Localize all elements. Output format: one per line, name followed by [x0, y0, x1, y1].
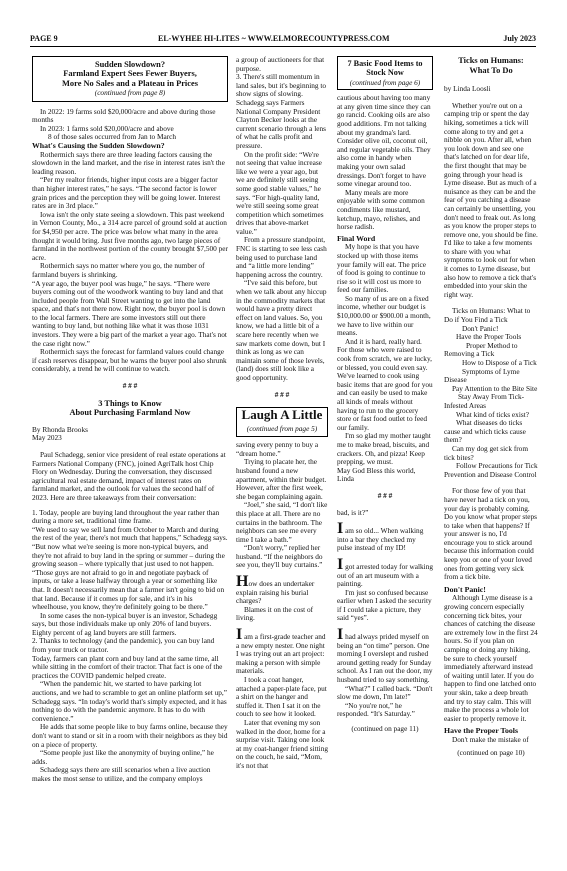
toc-item: Follow Precautions for Tick Prevention and Disease Control — [444, 461, 538, 479]
paragraph: Schadegg says there are still scenarios when a live auction makes the most sense to utilize, and the company employs — [32, 765, 211, 783]
paragraph: a group of auctioneers for that purpose. — [236, 56, 325, 73]
toc-item: What kind of ticks exist? — [456, 409, 529, 419]
toc-item: Pay Attention to the Bite Site — [452, 383, 538, 393]
continued-note: (continued on page 11) — [351, 724, 419, 733]
article-subtitle-2: More No Sales and a Plateau in Prices — [62, 78, 198, 88]
paragraph: I'm so glad my mother taught me to make bread, biscuits, and crackers. Oh, and pizza! Keep prepping, we must. — [337, 431, 431, 467]
joke-text: am so old... When walking into a bar they checked my pulse instead of my ID! — [337, 526, 424, 553]
signoff: May God Bless this world, Linda — [337, 465, 416, 484]
paragraph: From a pressure standpoint, FNC is starting to see less cash being used to purchase land and “a little more lending” happening across the country. — [236, 235, 327, 279]
joke-text: had always prided myself on being an “on time” person. One morning I overslept and rushed around getting ready for Sunday school. As I ran out the door, my husband tried to say something. — [337, 632, 433, 685]
food-items-title-box — [337, 56, 433, 90]
section-heading: Have the Proper Tools — [444, 726, 519, 736]
joke — [236, 573, 328, 606]
toc-item: Can my dog get sick from tick bites? — [444, 443, 528, 462]
paragraph: 1. Today, people are buying land throughout the year rather than during a more set, traditional time frame. — [32, 507, 220, 526]
column-2 — [236, 56, 328, 846]
stat-line: In 2022: 19 farms sold $20,000/acre and above during those months — [32, 106, 216, 125]
paragraph: Blames it on the cost of living. — [236, 604, 314, 623]
paragraph: “We used to say we sell land from October to March and during the rest of the year, there's not much that happens,” Schadegg says. “But now what we're seeing is more non-typical buyers, and they're not afraid to buy land in the spring or summer – during the growing season – where typically that just used to not happen. — [32, 524, 228, 569]
byline: by Linda Loosli — [444, 84, 491, 94]
paragraph: “A year ago, the buyer pool was huge,” he says. “There were buyers coming out of the woodwork wanting to buy land and that included people from Wall Street wanting to get into the land space, and that's not there now. Right now, the buyer pool is down to the local farmers. There are some investors still out there wanting to buy land, but nothing like what it was those 1031 investors. They were a big part of the market a year ago. That's not the case right now.” — [32, 278, 227, 348]
publication-name: EL-WYHEE HI-LITES ~ WWW.ELMORECOUNTYPRESS.COM — [158, 34, 390, 43]
issue-date: July 2023 — [503, 34, 536, 43]
paragraph: “Per my realtor friends, higher input costs are a bigger factor than higher interest rates,” he says. “The second factor is lower grain prices and the perception they will be going lower. Interest rates are in 3rd place.” — [32, 175, 221, 211]
continued-note: (continued from page 8) — [94, 88, 166, 98]
column-1 — [32, 56, 228, 846]
laugh-a-little-title-box — [236, 407, 328, 437]
paragraph: In some cases the non-typical buyer is an investor, Schadegg says, but those individuals make up only 20% of land buyers. Eighty percent of ag land buyers are still farmers. — [32, 610, 218, 637]
paragraph: For those few of you that have never had a tick on you, your day is probably coming. Do you know what proper steps to take when that happens? If your answer is no, I'd encourage you to stick around because this information could keep you or one of your loved ones from getting very sick from a tick bite. — [444, 486, 538, 582]
byline: By Rhonda Brooks — [32, 424, 88, 434]
joke — [337, 520, 433, 553]
joke — [337, 626, 433, 685]
paragraph: “Those guys are not afraid to go in and negotiate payback of inputs, or take a lease halfway through a year or something like that. It doesn't necessarily mean that a farmer isn't going to bid on that land. Because if it comes up for sale, and it's in his wheelhouse, you know, they're definitely going to be there.” — [32, 567, 225, 612]
toc-item: What diseases do ticks cause and which ticks cause them? — [444, 418, 526, 445]
drop-cap: I — [337, 555, 344, 573]
paragraph: Rothermich says there are three leading factors causing the slowdown in the land market, and the rise in interest rates isn't the leading reason. — [32, 149, 225, 176]
article-subtitle: What To Do — [469, 65, 513, 75]
paragraph: Paul Schadegg, senior vice president of real estate operations at Farmers National Company (FNC), joined AgriTalk host Chip Flory on Wednesday. During the conversation, they discussed agricultural real estate demand, impact of interest rates on farmland market, and the outlook for values the second half of 2023. Here are three takeaways from their conversation: — [32, 450, 226, 502]
paragraph: “No you're not,” he responded. “It's Saturday.” — [337, 700, 415, 719]
joke — [337, 555, 433, 589]
column-4 — [444, 56, 538, 846]
paragraph: “Some people just like the anonymity of buying online,” he adds. — [32, 748, 214, 766]
separator: # # # — [377, 490, 393, 500]
continued-note: (continued from page 6) — [349, 77, 421, 87]
section-heading: Final Word — [337, 233, 376, 243]
paragraph: So many of us are on a fixed income, whether our budget is $10,000.00 or $900.00 a month, we have to live within our means. — [337, 293, 431, 338]
toc-item: Ticks on Humans: What to Do if You Find a Tick — [444, 306, 531, 325]
paragraph: Although Lyme disease is a growing concern especially concerning tick bites, your chances of catching the disease are extremely low in the first 24 hours. So if you plan on camping or doing any hiking, be sure to check yourself immediately afterward instead of waiting until later. If you do happen to find one latched onto your skin, take a deep breath and try to stay calm. This will make the process a whole lot easier to properly remove it. — [444, 593, 538, 723]
paragraph: On the profit side: “We're not seeing that value increase like we were a year ago, but we are definitely still seeing some good stable values,” he says. “For high-quality land, we're still seeing some great competition which sometimes drives that above-market value.” — [236, 149, 324, 236]
separator: # # # — [274, 389, 290, 399]
drop-cap: I — [337, 626, 344, 644]
continued-note: (continued from page 5) — [246, 424, 318, 434]
paragraph: “I've said this before, but when we talk about any hiccup in the commodity markets that would have a pretty direct effect on land values. So, you know, we had a little bit of a scare here recently when we saw markets come down, but I think as long as we can maintain some of those levels, (land) does still look like a good opportunity. — [236, 278, 327, 382]
paragraph: Rothermich says the forecast for farmland values could change if cash reserves disappear, but he warns the buyer pool also shrunk considerably, a trend he will continue to watch. — [32, 347, 227, 374]
article-subtitle-1: Farmland Expert Sees Fewer Buyers, — [63, 69, 197, 79]
column-3 — [337, 56, 433, 846]
paragraph: “Joel,” she said, “I don't like this place at all. There are no curtains in the bathroom. The neighbors can see me every time I take a bath.” — [236, 500, 328, 544]
toc-item: Don't Panic! — [462, 323, 499, 333]
joke-text: ow does an undertaker explain raising his burial charges? — [236, 579, 315, 606]
continued-note: (continued on page 10) — [457, 747, 525, 757]
paragraph: “When the pandemic hit, we started to have parking lot auctions, and we had to scramble to get an online platform set up,” Schadegg says. “In today's world that's simply expected, and it has nothing to do with the pandemic anymore. It has to do with convenience.” — [32, 679, 227, 723]
paragraph: 3. There's still momentum in land sales, but it's beginning to show signs of slowing. — [236, 72, 327, 99]
drop-cap: I — [236, 626, 243, 644]
paragraph: Many meals are more enjoyable with some common condiments like mustard, ketchup, mayo, relishes, and horse radish. — [337, 187, 425, 232]
article-title: 3 Things to Know — [98, 398, 162, 408]
article-title: Sudden Slowdown? — [94, 60, 166, 69]
paragraph: Rothermich says no matter where you go, the number of farmland buyers is shrinking. — [32, 261, 205, 279]
drop-cap: H — [236, 573, 249, 591]
paragraph: He adds that some people like to buy farms online, because they don't want to stand or sit in a room with their neighbors as they bid on a piece of property. — [32, 722, 228, 749]
drop-cap: I — [337, 520, 344, 538]
sudden-slowdown-title-box — [32, 56, 228, 102]
joke-text: got arrested today for walking out of an art museum with a painting. — [337, 561, 433, 589]
paragraph: My hope is that you have stocked up with those items your family will eat. The price of food is going to continue to rise so it will cost us more to feed our families. — [337, 242, 427, 295]
section-heading: What's Causing the Sudden Slowdown? — [32, 141, 165, 150]
paragraph: cautious about having too many at any given time since they can go rancid. Cooking oils are also good additions. I'm not talking about my grandma's lard. Consider olive oil, coconut oil, and regular vegetable oils. They also come in handy when making your own salad dressings. Don't forget to have some vinegar around too. — [337, 93, 431, 189]
toc-item: How to Dispose of a Tick — [462, 358, 537, 367]
paragraph: I took a coat hanger, attached a paper-plate face, put a shirt on the hanger and stuffed it. Then I sat it on the couch to see how it looked. — [236, 675, 327, 719]
separator: # # # — [122, 381, 138, 391]
article-title: Ticks on Humans: — [458, 56, 524, 65]
joke — [236, 626, 328, 676]
paragraph: Whether you're out on a camping trip or spent the day hiking, sometimes a tick will come along to try and get a nibble on you. After all, when you look down and see one that's latched on for dear life, the first thought that may be going through your head is Lyme disease. But as much of a nuisance as they can be and the fear of you catching a disease can certainly be unsettling, you don't need to freak out. As long as you know the proper steps to remove one, you should be fine. I'd like to take a few moments to share with you what symptoms to look out for when it comes to Lyme disease, but also how to remove a tick that's embedded into your skin the right way. — [444, 100, 538, 299]
paragraph: saving every penny to buy a “dream home.” — [236, 440, 319, 458]
toc-item: Proper Method to Removing a Tick — [444, 340, 518, 359]
stat-line: In 2023: 1 farms sold $20,000/acre and above — [40, 123, 174, 133]
paragraph: Later that evening my son walked in the door, home for a surprise visit. Taking one look at my coat-hanger friend sitting on the couch, he said, “Mom, it's not that — [236, 717, 328, 770]
paragraph: 2. Thanks to technology (and the pandemic), you can buy land from your truck or tractor. — [32, 636, 215, 655]
byline-date: May 2023 — [32, 433, 62, 443]
paragraph: Today, farmers can plant corn and buy land at the same time, all while sitting in the comfort of their tractor. That fact is one of the practices the COVID pandemic helped create. — [32, 653, 223, 680]
page-number: PAGE 9 — [30, 34, 58, 43]
paragraph: Iowa isn't the only state seeing a slowdown. This past weekend in Vernon County, Mo., a 314 acre parcel of ground sold at auction for $4,950 per acre. The price was below what many in the area thought it would bring. Just five months ago, two large pieces of farmland in the northwest portion of the county brought $7,500 per acre. — [32, 209, 228, 262]
article-subtitle: About Purchasing Farmland Now — [69, 408, 191, 418]
paragraph: I'm just so confused because earlier when I asked the security if I could take a picture, they said “yes”. — [337, 587, 432, 623]
section-heading: Don't Panic! — [444, 584, 486, 594]
paragraph: bad, is it?” — [337, 507, 369, 517]
toc-item: Symptoms of Lyme Disease — [444, 366, 520, 385]
page-header — [30, 30, 536, 47]
stat-line: 8 of those sales occurred from Jan to March — [48, 132, 177, 142]
joke-text: am a first-grade teacher and a new empty nester. One night I was trying out an art project: making a person with simple materials. — [236, 632, 326, 676]
toc-item: Have the Proper Tools — [456, 332, 522, 342]
article-title: 7 Basic Food Items to Stock Now — [347, 59, 423, 78]
paragraph: Trying to placate her, the husband found a new apartment, within their budget. However, after the first week, she began complaining again. — [236, 457, 327, 501]
column-title: Laugh A Little — [241, 407, 323, 423]
toc-item: Stay Away From Tick-Infested Areas — [444, 392, 525, 410]
paragraph: And it is hard, really hard. For those who were raised to cook from scratch, we are lucky, or blessed, you could even say. We've learned to cook using basic items that are good for you and can easily be used to make all kinds of meals without having to run to the grocery store or fast food outlet to feed our family. — [337, 336, 433, 432]
paragraph: Schadegg says Farmers National Company President Clayton Becker looks at the current scenario through a lens of what he calls profit and pressure. — [236, 97, 326, 150]
paragraph: “Don't worry,” replied her husband. “If the neighbors do see you, they'll buy curtains.” — [236, 543, 323, 570]
paragraph: Don't make the mistake of — [452, 734, 529, 744]
paragraph: “What?” I called back. “Don't slow me down, I'm late!” — [337, 683, 433, 702]
